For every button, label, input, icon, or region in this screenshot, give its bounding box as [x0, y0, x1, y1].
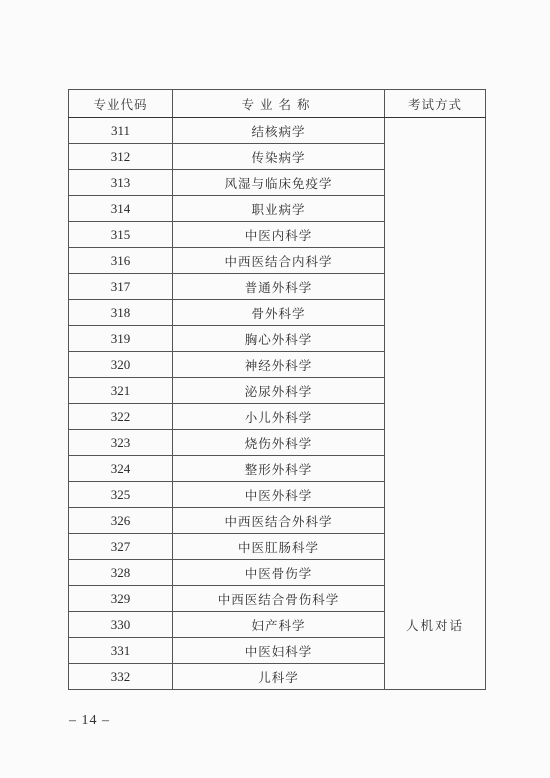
specialty-code: 326 [69, 508, 173, 534]
specialty-code: 322 [69, 404, 173, 430]
specialty-code: 316 [69, 248, 173, 274]
exam-method [385, 248, 486, 274]
specialty-code: 320 [69, 352, 173, 378]
exam-method [385, 326, 486, 352]
specialty-name: 中医妇科学 [173, 638, 385, 664]
table-row [69, 118, 486, 144]
table-row [69, 612, 486, 638]
specialty-name: 风湿与临床免疫学 [173, 170, 385, 196]
table-row [69, 274, 486, 300]
specialty-code: 324 [69, 456, 173, 482]
specialty-code: 311 [69, 118, 173, 144]
specialty-code: 315 [69, 222, 173, 248]
exam-method [385, 404, 486, 430]
exam-method [385, 560, 486, 586]
table-row [69, 378, 486, 404]
specialty-name: 神经外科学 [173, 352, 385, 378]
exam-method: 人机对话 [385, 612, 486, 638]
header-name: 专业名称 [173, 90, 385, 118]
specialty-name: 中医外科学 [173, 482, 385, 508]
table-row [69, 248, 486, 274]
specialty-name: 中医骨伤学 [173, 560, 385, 586]
table-row [69, 508, 486, 534]
exam-method [385, 378, 486, 404]
table-row [69, 430, 486, 456]
table-row [69, 534, 486, 560]
exam-method [385, 586, 486, 612]
exam-method [385, 508, 486, 534]
exam-method [385, 430, 486, 456]
specialty-name: 中医肛肠科学 [173, 534, 385, 560]
specialty-code: 314 [69, 196, 173, 222]
table-row [69, 170, 486, 196]
specialty-code: 329 [69, 586, 173, 612]
exam-method [385, 274, 486, 300]
exam-method [385, 144, 486, 170]
header-code: 专业代码 [69, 90, 173, 118]
table-row [69, 300, 486, 326]
header-method: 考试方式 [385, 90, 486, 118]
specialty-name: 小儿外科学 [173, 404, 385, 430]
specialty-code: 318 [69, 300, 173, 326]
table-row [69, 404, 486, 430]
specialty-name: 普通外科学 [173, 274, 385, 300]
page-number: – 14 – [69, 713, 110, 728]
table-row [69, 222, 486, 248]
exam-method [385, 222, 486, 248]
specialty-name: 中西医结合外科学 [173, 508, 385, 534]
table-header-row [69, 90, 486, 118]
table-row [69, 144, 486, 170]
specialty-code: 327 [69, 534, 173, 560]
table-row [69, 352, 486, 378]
exam-method [385, 170, 486, 196]
specialty-name: 职业病学 [173, 196, 385, 222]
specialty-name: 中西医结合骨伤科学 [173, 586, 385, 612]
table-row [69, 560, 486, 586]
specialty-name: 烧伤外科学 [173, 430, 385, 456]
specialty-name: 中医内科学 [173, 222, 385, 248]
specialty-code: 330 [69, 612, 173, 638]
specialty-name: 胸心外科学 [173, 326, 385, 352]
specialty-name: 中西医结合内科学 [173, 248, 385, 274]
table-row [69, 482, 486, 508]
specialty-code: 321 [69, 378, 173, 404]
exam-method [385, 664, 486, 690]
specialty-code: 325 [69, 482, 173, 508]
table-row [69, 638, 486, 664]
specialty-table [68, 89, 486, 690]
specialty-name: 妇产科学 [173, 612, 385, 638]
specialty-name: 儿科学 [173, 664, 385, 690]
table-body [69, 118, 486, 690]
table-row [69, 664, 486, 690]
specialty-code: 331 [69, 638, 173, 664]
specialty-code: 317 [69, 274, 173, 300]
exam-method [385, 456, 486, 482]
table-row [69, 456, 486, 482]
specialty-code: 328 [69, 560, 173, 586]
exam-method [385, 196, 486, 222]
specialty-code: 312 [69, 144, 173, 170]
specialty-name: 结核病学 [173, 118, 385, 144]
specialty-code: 323 [69, 430, 173, 456]
specialty-code: 313 [69, 170, 173, 196]
specialty-code: 332 [69, 664, 173, 690]
exam-method [385, 534, 486, 560]
exam-method [385, 300, 486, 326]
specialty-name: 泌尿外科学 [173, 378, 385, 404]
specialty-name: 传染病学 [173, 144, 385, 170]
exam-method [385, 352, 486, 378]
exam-method [385, 638, 486, 664]
table-row [69, 326, 486, 352]
exam-method [385, 482, 486, 508]
table-row [69, 196, 486, 222]
table-row [69, 586, 486, 612]
specialty-name: 骨外科学 [173, 300, 385, 326]
specialty-code: 319 [69, 326, 173, 352]
specialty-name: 整形外科学 [173, 456, 385, 482]
exam-method [385, 118, 486, 144]
